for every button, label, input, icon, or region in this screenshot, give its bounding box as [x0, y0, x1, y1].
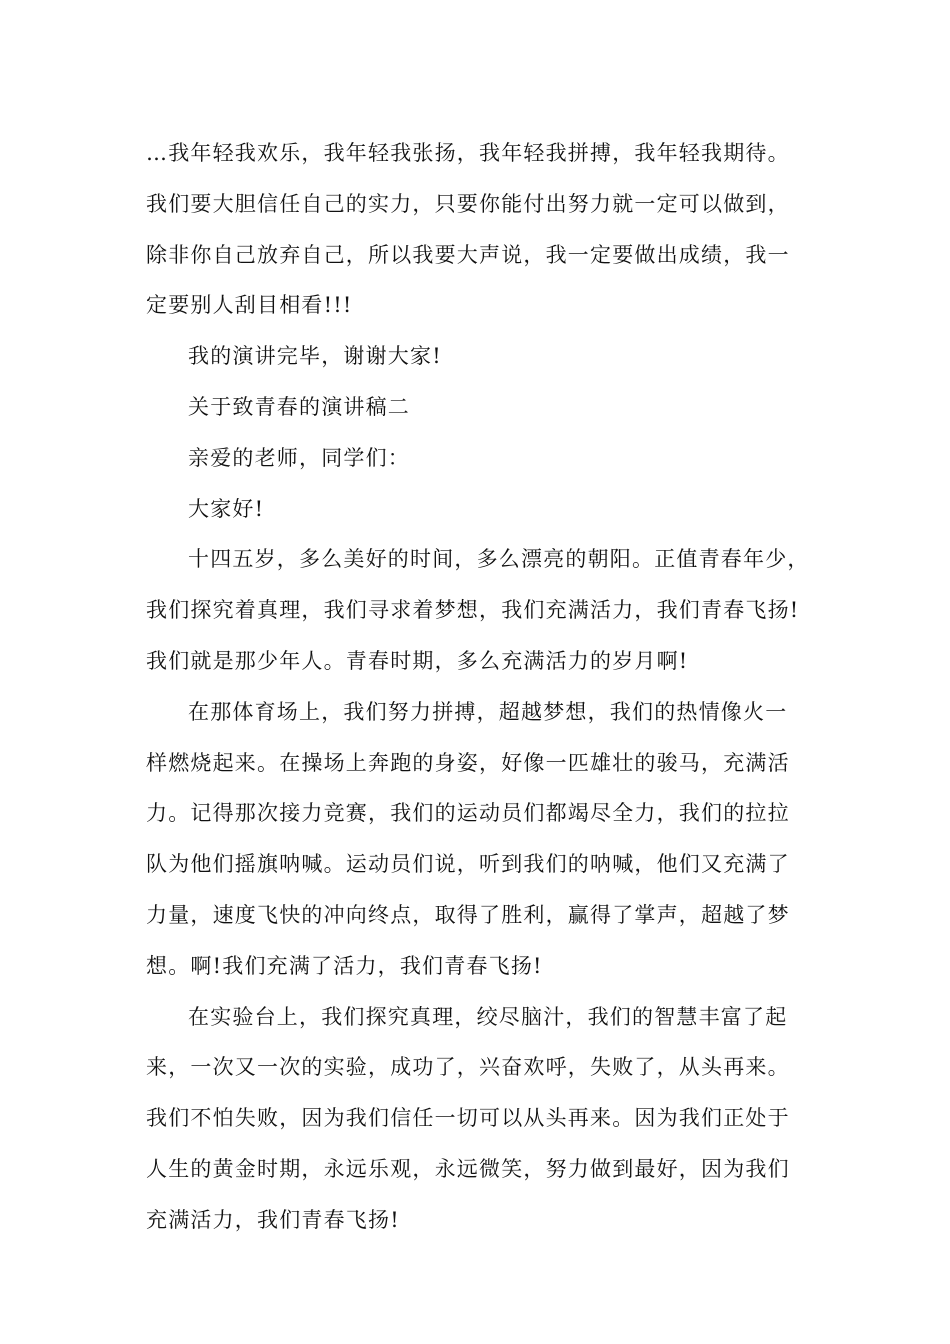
text-line: 关于致青春的演讲稿二 — [188, 394, 410, 419]
text-line: 除非你自己放弃自己，所以我要大声说，我一定要做出成绩，我一 — [146, 242, 790, 267]
text-line: 队为他们摇旗呐喊。运动员们说，听到我们的呐喊，他们又充满了 — [146, 852, 790, 877]
text-line: 力量，速度飞快的冲向终点，取得了胜利，赢得了掌声，超越了梦 — [146, 902, 790, 927]
paragraph-1 — [146, 128, 818, 331]
document-body — [146, 128, 818, 1246]
text-line: 我们不怕失败，因为我们信任一切可以从头再来。因为我们正处于 — [146, 1106, 790, 1131]
paragraph-sports — [146, 687, 818, 992]
text-line: 亲爱的老师，同学们： — [188, 445, 410, 470]
speech-title — [146, 382, 818, 433]
text-line: 想。啊!我们充满了活力，我们青春飞扬! — [146, 953, 543, 978]
text-line: 人生的黄金时期，永远乐观，永远微笑，努力做到最好，因为我们 — [146, 1156, 790, 1181]
greeting — [146, 484, 818, 535]
text-line: 在那体育场上，我们努力拼搏，超越梦想，我们的热情像火一 — [188, 699, 788, 724]
text-line: 十四五岁，多么美好的时间，多么漂亮的朝阳。正值青春年少， — [188, 547, 810, 572]
text-line: 在实验台上，我们探究真理，绞尽脑汁，我们的智慧丰富了起 — [188, 1004, 788, 1029]
text-line: 我们要大胆信任自己的实力，只要你能付出努力就一定可以做到， — [146, 191, 790, 216]
text-line: …我年轻我欢乐，我年轻我张扬，我年轻我拼搏，我年轻我期待。 — [146, 141, 790, 165]
paragraph-youth — [146, 534, 818, 686]
text-line: 充满活力，我们青春飞扬! — [146, 1207, 400, 1232]
text-line: 我们探究着真理，我们寻求着梦想，我们充满活力，我们青春飞扬! — [146, 598, 800, 623]
paragraph-lab — [146, 992, 818, 1246]
text-line: 定要别人刮目相看!!! — [146, 293, 353, 318]
text-line: 大家好! — [188, 496, 265, 521]
text-line: 来，一次又一次的实验，成功了，兴奋欢呼，失败了，从头再来。 — [146, 1055, 790, 1080]
text-line: 样燃烧起来。在操场上奔跑的身姿，好像一匹雄壮的骏马，充满活 — [146, 750, 790, 775]
text-line: 力。记得那次接力竞赛，我们的运动员们都竭尽全力，我们的拉拉 — [146, 801, 790, 826]
paragraph-closing — [146, 331, 818, 382]
salutation — [146, 433, 818, 484]
text-line: 我的演讲完毕，谢谢大家! — [188, 344, 442, 369]
text-line: 我们就是那少年人。青春时期，多么充满活力的岁月啊! — [146, 648, 689, 673]
